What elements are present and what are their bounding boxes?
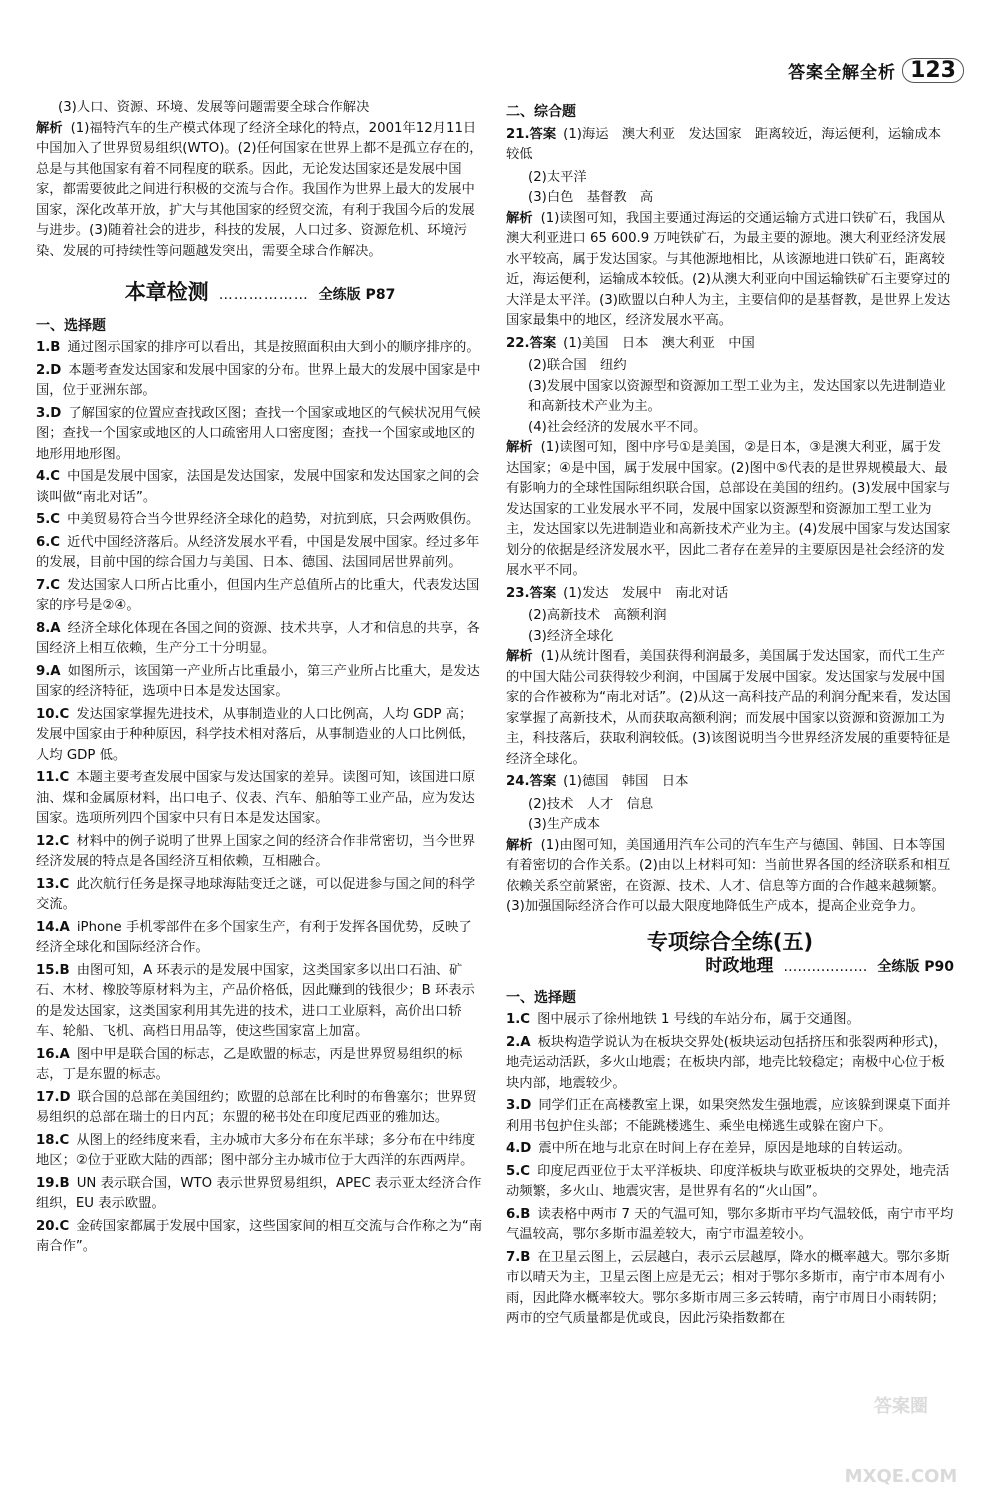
question-24 — [506, 772, 954, 793]
special-ref: 全练版 P90 — [877, 959, 954, 975]
special-subtitle: 时政地理 — [705, 956, 774, 976]
question-number: 24.答案 — [506, 774, 557, 789]
item-number: 3.D — [506, 1098, 532, 1113]
answer-line: (1)美国 日本 澳大利亚 中国 — [563, 335, 755, 351]
answer-line: (2)联合国 纽约 — [528, 358, 627, 373]
item-number: 19.B — [36, 1175, 70, 1191]
analysis-text: (1)从统计图看，美国获得利润最多，美国属于发达国家，而代工生产的中国大陆公司获得较少利润，中国属于发展中国家。发达国家与发展中国家的合作被称为“南北对话”。(2)从这一高科技产品的利润分配来看，发达国家掌握了高新技术，从而获取高额利润；而发展中国家以资源和资源加工为主，科技落后，获取利润较低。(3)该图说明当今世界经济发展的重要特征是经济全球化。 — [506, 649, 951, 767]
right-column — [506, 98, 954, 1332]
item-text: 材料中的例子说明了世界上国家之间的经济合作非常密切，当今世界经济发展的特点是各国经济互相依赖，互相融合。 — [36, 833, 476, 869]
header-title: 答案全解全析 — [788, 62, 897, 83]
item-text: 发达国家人口所占比重小，但国内生产总值所占的比重大，代表发达国家的序号是②④。 — [36, 577, 480, 613]
item-text: 中美贸易符合当今世界经济全球化的趋势，对抗到底，只会两败俱伤。 — [67, 512, 480, 527]
answer-line: (2)技术 人才 信息 — [528, 796, 654, 812]
item-number: 5.C — [506, 1163, 531, 1179]
analysis-label: 解析 — [506, 440, 533, 455]
list-item — [36, 918, 484, 959]
item-number: 14.A — [36, 919, 70, 935]
item-number: 6.B — [506, 1206, 531, 1222]
question-number: 23.答案 — [506, 585, 557, 601]
item-number: 1.B — [36, 340, 61, 355]
list-item — [36, 1088, 484, 1129]
item-text: 在卫星云图上，云层越白，表示云层越厚，降水的概率越大。鄂尔多斯市以晴天为主，卫星云图上应是无云；相对于鄂尔多斯市，南宁市本周有小雨，因此降水概率较大。鄂尔多斯市周三多云转晴，南宁市周日小雨转阴；两市的空气质量都是优或良，因此污染指数都在 — [506, 1249, 950, 1326]
chapter-heading — [36, 282, 484, 306]
list-item — [36, 1174, 484, 1215]
item-text: 震中所在地与北京在时间上存在差异，原因是地球的自转运动。 — [538, 1141, 911, 1156]
item-number: 4.C — [36, 469, 61, 484]
list-item — [36, 961, 484, 1043]
answer-line: (2)太平洋 — [528, 169, 587, 185]
analysis — [506, 438, 954, 582]
list-item — [506, 1205, 954, 1246]
item-number: 12.C — [36, 833, 70, 849]
section-heading: 一、选择题 — [506, 989, 576, 1006]
list-item — [506, 1162, 954, 1203]
intro-analysis — [36, 119, 484, 263]
list-item — [36, 619, 484, 660]
analysis-text: (1)读图可知，我国主要通过海运的交通运输方式进口铁矿石，我国从澳大利亚进口 65 600.9 万吨铁矿石，为最主要的源地。澳大利亚经济发展水平较高，属于发达国家。与其他源地相比，从该源地进口铁矿石，距离较近，海运便利，运输成本较低。(2)从澳大利亚向中国运输铁矿石主要穿过的大洋是太平洋。(3)欧盟以白种人为主，主要信仰的是基督教，是世界上发达国家最集中的地区，经济发展水平高。 — [506, 210, 951, 328]
chapter-dots: ……………… — [218, 287, 309, 303]
item-text: 此次航行任务是探寻地球海陆变迁之谜，可以促进参与国之间的科学交流。 — [36, 876, 476, 912]
list-item — [36, 768, 484, 830]
question-23 — [506, 584, 954, 605]
item-number: 10.C — [36, 706, 70, 722]
analysis — [506, 647, 954, 770]
answer-line: (4)社会经济的发展水平不同。 — [528, 419, 707, 435]
list-item — [36, 1217, 484, 1258]
question-22 — [506, 334, 954, 355]
answer-line: (3)经济全球化 — [528, 628, 614, 644]
item-text: UN 表示联合国，WTO 表示世界贸易组织，APEC 表示亚太经济合作组织，EU 表示欧盟。 — [36, 1175, 482, 1211]
chapter-title: 本章检测 — [124, 280, 209, 304]
analysis-label: 解析 — [36, 120, 63, 136]
item-text: 发达国家掌握先进技术，从事制造业的人口比例高，人均 GDP 高；发展中国家由于种种原因，科学技术相对落后，从事制造业的人口比例低，人均 GDP 低。 — [36, 706, 475, 763]
item-number: 7.B — [506, 1249, 531, 1265]
special-section-title: 专项综合全练(五) — [646, 929, 814, 954]
item-text: 了解国家的位置应查找政区图；查找一个国家或地区的气候状况用气候图；查找一个国家或地区的人口疏密用人口密度图；查找一个国家或地区的地形用地形图。 — [36, 405, 481, 462]
chapter-ref: 全练版 P87 — [318, 287, 396, 303]
analysis — [506, 209, 954, 332]
analysis-text: (1)福特汽车的生产模式体现了经济全球化的特点，2001年12月11日中国加入了世界贸易组织(WTO)。(2)任何国家在世界上都不是孤立存在的，总是与其他国家有着不同程度的联系。因此，无论发达国家还是发展中国家，都需要彼此之间进行积极的交流与合作。我国作为世界上最大的发展中国家，深化改革开放，扩大与其他国家的经贸交流，有利于我国今后的发展与进步。(3)随着社会的进步，科技的发展，人口过多、资源危机、环境污染、发展的可持续性等问题越发突出，需要全球合作解决。 — [36, 120, 483, 259]
answer-line: (1)发达 发展中 南北对话 — [563, 585, 729, 601]
item-number: 15.B — [36, 962, 70, 978]
item-text: 中国是发展中国家，法国是发达国家，发展中国家和发达国家之间的会谈叫做“南北对话”。 — [36, 469, 480, 505]
item-text: 金砖国家都属于发展中国家，这些国家间的相互交流与合作称之为“南南合作”。 — [36, 1218, 483, 1254]
answer-line: (1)海运 澳大利亚 发达国家 距离较近，海运便利，运输成本较低 — [506, 126, 942, 162]
answer-line: (1)德国 韩国 日本 — [563, 774, 689, 789]
list-item — [36, 338, 484, 359]
question-number: 21.答案 — [506, 126, 557, 142]
special-dots: ……………… — [783, 959, 868, 975]
item-number: 6.C — [36, 534, 61, 550]
analysis-label: 解析 — [506, 649, 533, 664]
item-number: 11.C — [36, 770, 70, 785]
list-item — [506, 1248, 954, 1330]
item-number: 2.D — [36, 362, 62, 378]
analysis-text: (1)由图可知，美国通用汽车公司的汽车生产与德国、韩国、日本等国有着密切的合作关系。(2)由以上材料可知：当前世界各国的经济联系和相互依赖关系空前紧密，在资源、技术、人才、信息等方面的合作越来越频繁。(3)加强国际经济合作可以最大限度地降低生产成本，提高企业竞争力。 — [506, 837, 951, 914]
list-item — [36, 875, 484, 916]
page-header — [788, 52, 964, 88]
page-number: 123 — [902, 58, 964, 83]
item-number: 8.A — [36, 620, 61, 636]
item-text: 本题主要考查发展中国家与发达国家的差异。读图可知，该国进口原油、煤和金属原材料，出口电子、仪表、汽车、船舶等工业产品，应为发达国家。选项所列四个国家中只有日本是发达国家。 — [36, 770, 476, 826]
list-item — [36, 576, 484, 617]
item-text: 经济全球化体现在各国之间的资源、技术共享，人才和信息的共享，各国经济上相互依赖，生产分工十分明显。 — [36, 620, 480, 656]
item-text: 板块构造学说认为在板块交界处(板块运动包括挤压和张裂两种形式)，地壳运动活跃，多火山地震；在板块内部，地壳比较稳定；南极中心位于板块内部，地震较少。 — [506, 1034, 947, 1091]
item-text: 图中展示了徐州地铁 1 号线的车站分布，属于交通图。 — [537, 1012, 860, 1027]
list-item — [36, 705, 484, 767]
list-item — [36, 662, 484, 703]
question-21 — [506, 125, 954, 166]
section-heading: 二、综合题 — [506, 104, 576, 120]
watermark-logo: 答案圈 MXQE.COM — [844, 1396, 958, 1487]
item-text: 同学们正在高楼教室上课，如果突然发生强地震，应该躲到课桌下面并利用书包护住头部；不能跳楼逃生、乘坐电梯逃生或躲在窗户下。 — [506, 1098, 951, 1134]
list-item — [506, 1010, 954, 1031]
item-number: 13.C — [36, 876, 70, 892]
item-text: 由图可知，A 环表示的是发展中国家，这类国家多以出口石油、矿石、木材、橡胶等原材料为主，产品价格低，因此赚到的钱很少；B 环表示的是发达国家，这类国家利用其先进的技术，进口工业原料，高价出口轿车、轮船、飞机、高档日用品等，使这些国家富上加富。 — [36, 962, 475, 1039]
item-number: 3.D — [36, 405, 62, 421]
item-number: 16.A — [36, 1046, 70, 1062]
item-text: iPhone 手机零部件在多个国家生产，有利于发挥各国优势，反映了经济全球化和国际经济合作。 — [36, 919, 472, 955]
answer-line: (2)高新技术 高额利润 — [528, 608, 667, 623]
answer-line: (3)白色 基督教 高 — [528, 190, 654, 205]
item-text: 如图所示，该国第一产业所占比重最小，第三产业所占比重大，是发达国家的经济特征，选项中日本是发达国家。 — [36, 663, 480, 699]
list-item — [36, 1131, 484, 1172]
item-text: 本题考查发达国家和发展中国家的分布。世界上最大的发展中国家是中国，位于亚洲东部。 — [36, 362, 481, 398]
item-number: 4.D — [506, 1141, 532, 1156]
analysis-label: 解析 — [506, 210, 533, 226]
list-item — [506, 1139, 954, 1160]
item-number: 2.A — [506, 1034, 531, 1050]
list-item — [36, 533, 484, 574]
list-item — [506, 1033, 954, 1095]
section-heading: 一、选择题 — [36, 317, 106, 334]
intro-answer-3: (3)人口、资源、环境、发展等问题需要全球合作解决 — [58, 100, 370, 115]
item-text: 联合国的总部在美国纽约；欧盟的总部在比利时的布鲁塞尔；世界贸易组织的总部在瑞士的日内瓦；东盟的秘书处在印度尼西亚的雅加达。 — [36, 1089, 477, 1125]
item-number: 1.C — [506, 1012, 531, 1027]
list-item — [506, 1096, 954, 1137]
analysis-text: (1)读图可知，图中序号①是美国，②是日本，③是澳大利亚，属于发达国家；④是中国，属于发展中国家。(2)图中⑤代表的是世界规模最大、最有影响力的全球性国际组织联合国，总部设在美国的纽约。(3)发展中国家与发达国家的工业发展水平不同，发展中国家以资源型和资源加工型工业为主，发达国家以先进制造业和高新技术产业为主。(4)发展中国家与发达国家划分的依据是经济发展水平，因此二者存在差异的主要原因是社会经济的发展水平不同。 — [506, 440, 951, 578]
left-column — [36, 98, 484, 1260]
item-text: 印度尼西亚位于太平洋板块、印度洋板块与欧亚板块的交界处，地壳活动频繁，多火山、地震灾害，是世界有名的“火山国”。 — [506, 1163, 950, 1199]
analysis — [506, 836, 954, 918]
item-text: 通过图示国家的排序可以看出，其是按照面积由大到小的顺序排序的。 — [67, 340, 480, 355]
answer-line: (3)发展中国家以资源型和资源加工型工业为主，发达国家以先进制造业和高新技术产业为主。 — [528, 378, 946, 414]
question-number: 22.答案 — [506, 335, 557, 351]
item-text: 从图上的经纬度来看，主办城市大多分布在东半球；多分布在中纬度地区；②位于亚欧大陆的西部；图中部分主办城市位于大西洋的东西两岸。 — [36, 1132, 476, 1168]
list-item — [36, 1045, 484, 1086]
item-number: 7.C — [36, 577, 61, 593]
list-item — [36, 510, 484, 531]
item-number: 9.A — [36, 663, 61, 679]
item-text: 近代中国经济落后。从经济发展水平看，中国是发展中国家。经过多年的发展，目前中国的综合国力与美国、日本、德国、法国同居世界前列。 — [36, 534, 480, 570]
list-item — [36, 467, 484, 508]
item-number: 20.C — [36, 1218, 70, 1234]
answer-line: (3)生产成本 — [528, 817, 601, 832]
list-item — [36, 832, 484, 873]
list-item — [36, 361, 484, 402]
analysis-label: 解析 — [506, 837, 533, 853]
special-subheading — [506, 956, 954, 978]
item-text: 图中甲是联合国的标志，乙是欧盟的标志，丙是世界贸易组织的标志，丁是东盟的标志。 — [36, 1046, 463, 1082]
item-number: 17.D — [36, 1089, 71, 1105]
item-text: 读表格中两市 7 天的气温可知，鄂尔多斯市平均气温较低，南宁市平均气温较高，鄂尔多斯市温差较大，南宁市温差较小。 — [506, 1206, 954, 1242]
list-item — [36, 404, 484, 466]
item-number: 18.C — [36, 1132, 70, 1148]
item-number: 5.C — [36, 512, 61, 527]
